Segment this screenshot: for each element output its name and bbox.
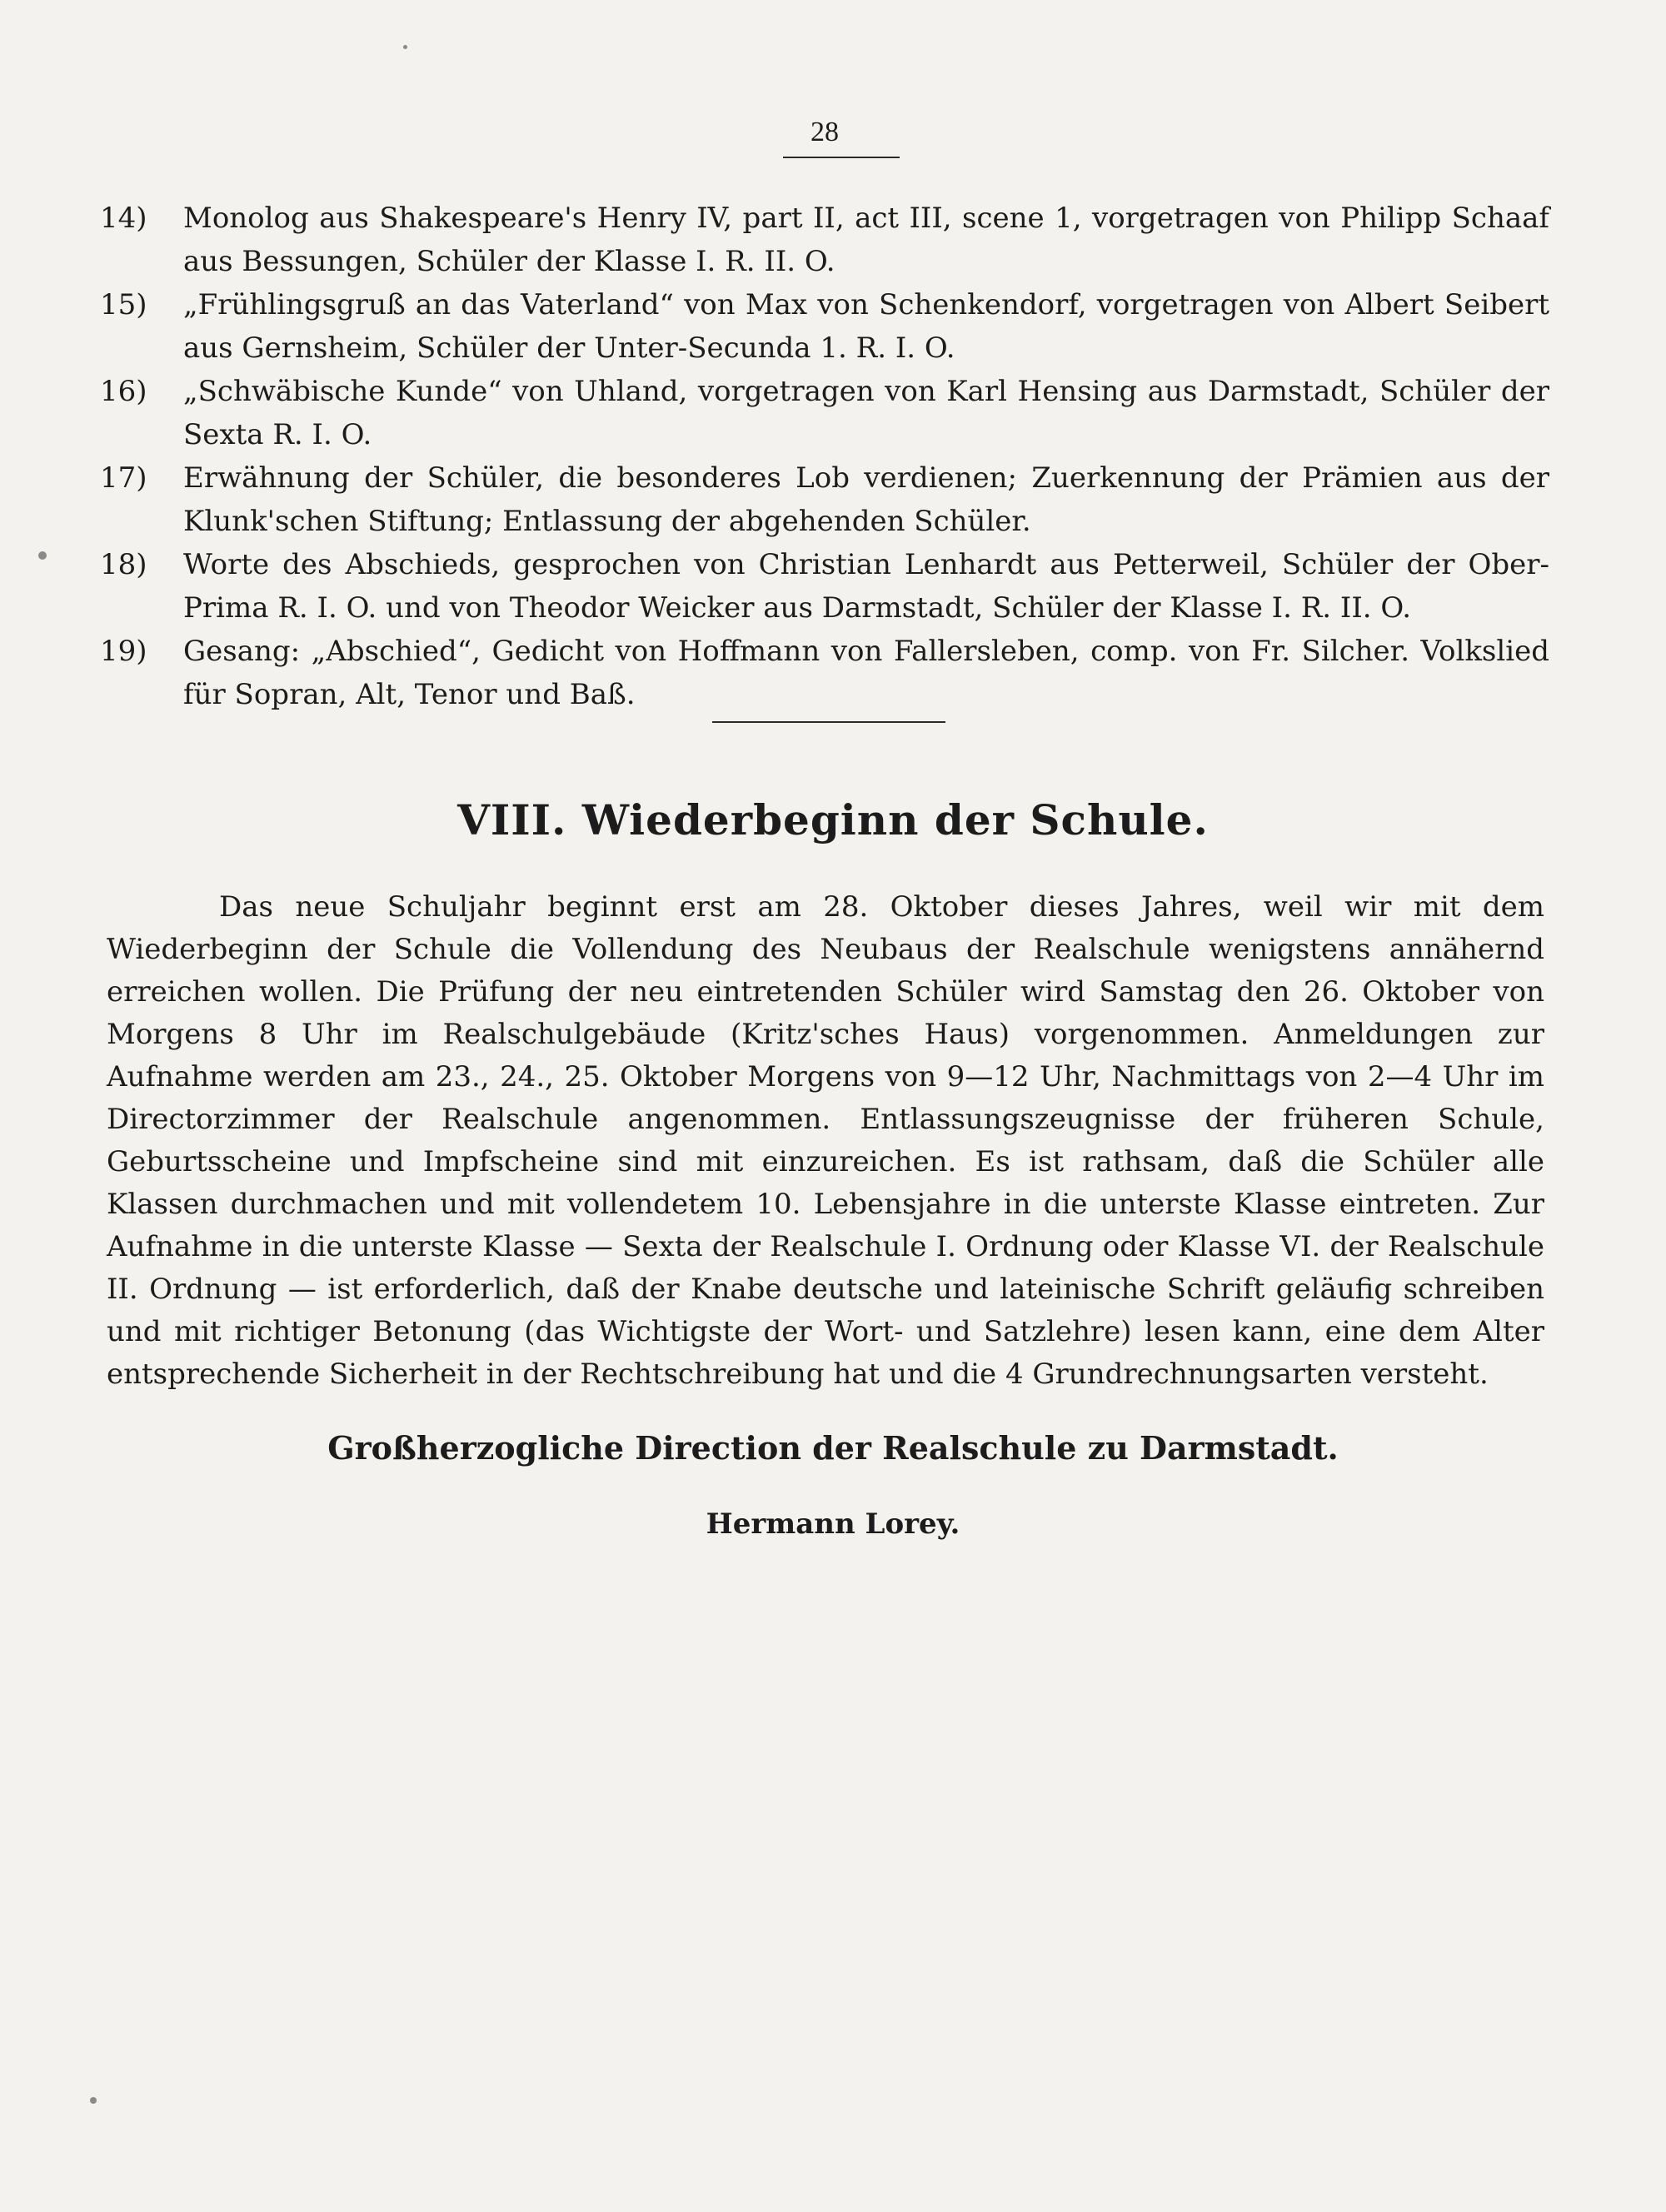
- list-item: [100, 543, 1549, 630]
- item-text: Erwähnung der Schüler, die besonderes Lob verdienen; Zuerkennung der Prämien aus der Klunk'schen Stiftung; Entlassung der abgehenden Schüler.: [183, 461, 1549, 538]
- item-text: „Frühlingsgruß an das Vaterland“ von Max von Schenkendorf, vorgetragen von Albert Seibert aus Gernsheim, Schüler der Unter-Secunda 1. R. I. O.: [183, 288, 1549, 365]
- page-number-rule: [783, 157, 900, 158]
- program-list: [100, 197, 1549, 716]
- item-number: 15): [100, 288, 147, 321]
- item-number: 17): [100, 461, 147, 495]
- item-text: Monolog aus Shakespeare's Henry IV, part II, act III, scene 1, vorgetragen von Philipp Schaaf aus Bessungen, Schüler der Klasse I. R. II. O.: [183, 202, 1549, 278]
- list-item: [100, 456, 1549, 543]
- item-number: 14): [100, 202, 147, 235]
- body-paragraph: Das neue Schuljahr beginnt erst am 28. Oktober dieses Jahres, weil wir mit dem Wiederbeginn der Schule die Vollendung des Neubaus der Realschule wenigstens annähernd erreichen wollen. Die Prüfung der neu eintretenden Schüler wird Samstag den 26. Oktober von Morgens 8 Uhr im Realschulgebäude (Kritz'sches Haus) vorgenommen. Anmeldungen zur Aufnahme werden am 23., 24., 25. Oktober Morgens von 9—12 Uhr, Nachmittags von 2—4 Uhr im Directorzimmer der Realschule angenommen. Entlassungszeugnisse der früheren Schule, Geburtsscheine und Impfscheine sind mit einzureichen. Es ist rathsam, daß die Schüler alle Klassen durchmachen und mit vollendetem 10. Lebensjahre in die unterste Klasse eintreten. Zur Aufnahme in die unterste Klasse — Sexta der Realschule I. Ordnung oder Klasse VI. der Realschule II. Ordnung — ist erforderlich, daß der Knabe deutsche und lateinische Schrift geläufig schreiben und mit richtiger Betonung (das Wichtigste der Wort- und Satzlehre) lesen kann, eine dem Alter entsprechende Sicherheit in der Rechtschreibung hat und die 4 Grundrechnungsarten versteht.: [107, 890, 1544, 1391]
- list-item: [100, 370, 1549, 456]
- page-number: 28: [811, 117, 839, 147]
- section-heading: VIII. Wiederbeginn der Schule.: [457, 795, 1209, 844]
- item-number: 18): [100, 548, 147, 581]
- signature-name: Hermann Lorey.: [706, 1507, 960, 1541]
- paper-speck: [90, 2097, 97, 2104]
- paper-speck: [403, 45, 407, 49]
- item-text: „Schwäbische Kunde“ von Uhland, vorgetragen von Karl Hensing aus Darmstadt, Schüler der Sexta R. I. O.: [183, 375, 1549, 451]
- signature-organization: Großherzogliche Direction der Realschule zu Darmstadt.: [327, 1429, 1339, 1467]
- list-item: [100, 283, 1549, 370]
- item-text: Worte des Abschieds, gesprochen von Christian Lenhardt aus Petterweil, Schüler der Ober-Prima R. I. O. und von Theodor Weicker aus Darmstadt, Schüler der Klasse I. R. II. O.: [183, 548, 1549, 625]
- paper-speck: [38, 551, 47, 560]
- section-divider: [712, 721, 945, 723]
- list-item: [100, 197, 1549, 283]
- item-number: 16): [100, 375, 147, 408]
- item-number: 19): [100, 635, 147, 668]
- list-item: [100, 630, 1549, 716]
- item-text: Gesang: „Abschied“, Gedicht von Hoffmann von Fallersleben, comp. von Fr. Silcher. Volkslied für Sopran, Alt, Tenor und Baß.: [183, 635, 1549, 711]
